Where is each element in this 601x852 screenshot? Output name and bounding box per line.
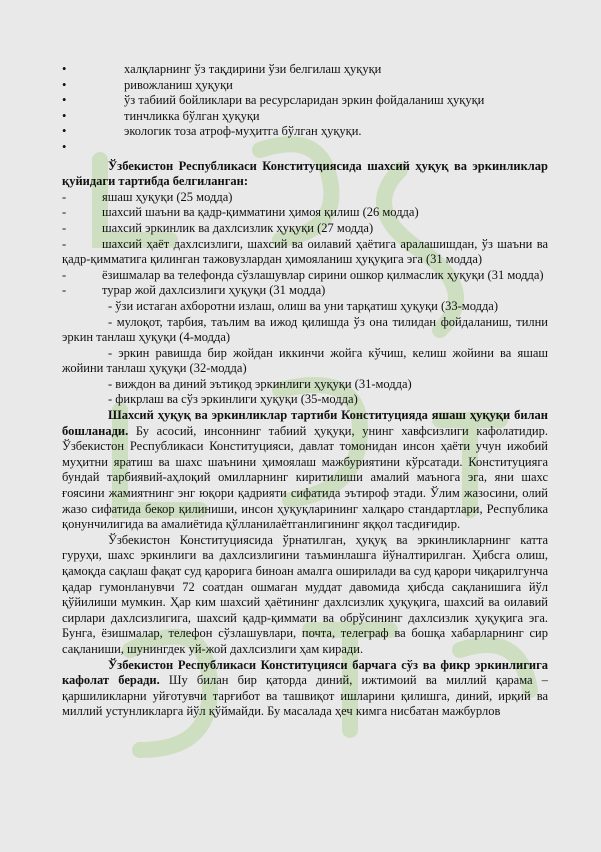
list-item: • халқларнинг ўз тақдирини ўзи белгилаш ҳуқуқи — [62, 62, 382, 76]
paragraph-right-to-life: Шахсий ҳуқуқ ва эркинликлар тартиби Конституцияда яшаш ҳуқуқи билан бошланади. Бу асосий, инсоннинг табиий ҳуқуқи, унинг хавфсизлиги кафолатидир. Ўзбекистон Республикаси Конституцияси, давлат томонидан инсон ҳаёти учун ижобий муҳитни яратиш ва шахс шаънини ҳимоялаш мажбуриятини кўрсатади. Конституцияга бундай тарбиявий-аҳлоқий омилларнинг киритилиши амалий маънога эга, яни шахс ғоясини жамиятнинг энг юқори қадрияти сифатида эътироф этади. Ўлим жазосини, олий жазо сифатида бекор қилиниши, инсон ҳуқуқларининг халқаро стандартлари, Республика қонунчилигида ва амалиётида қўлланилаётганлигининг яққол тасдиғидир. — [62, 408, 548, 532]
bullet-marker: • — [62, 139, 67, 154]
list-item: - яшаш ҳуқуқи (25 модда) — [62, 189, 233, 204]
bullet-marker: • — [62, 108, 67, 123]
section-heading: Ўзбекистон Республикаси Конституциясида шахсий ҳуқуқ ва эркинликлар қуйидаги тартибда белгиланган: — [62, 158, 548, 189]
list-item: - шахсий ҳаёт дахлсизлиги, шахсий ва оилавий ҳаётига аралашишдан, ўз шаъни ва қадр-қимматига қилинган тажовузлардан ҳимояланиш ҳуқуқига эга (31 модда) — [62, 236, 548, 267]
sub-items-list — [62, 299, 548, 408]
list-item: - фикрлаш ва сўз эркинлиги ҳуқуқи (35-модда) — [108, 392, 358, 407]
list-item: - шахсий эркинлик ва дахлсизлик ҳуқуқи (27 модда) — [62, 220, 374, 235]
list-item: - ўзи истаган ахборотни излаш, олиш ва уни тарқатиш ҳуқуқи (33-модда) — [108, 298, 499, 313]
bullet-marker: • — [62, 62, 67, 76]
list-item: - виждон ва диний эътиқод эркинлиги ҳуқуқи (31-модда) — [108, 376, 412, 391]
list-item: - шахсий шаъни ва қадр-қимматини ҳимоя қилиш (26 модда) — [62, 205, 419, 220]
personal-rights-list — [62, 190, 548, 299]
list-item: • экологик тоза атроф-муҳитга бўлган ҳуқуқи. — [62, 124, 362, 139]
bullet-marker: • — [62, 93, 67, 108]
document-content — [62, 62, 548, 720]
list-item: • тинчликка бўлган ҳуқуқи — [62, 108, 260, 123]
list-item — [62, 140, 548, 156]
bullet-marker: • — [62, 124, 67, 139]
list-item: • ўз табиий бойликлари ва ресурсларидан эркин фойдаланиш ҳуқуқи — [62, 93, 485, 108]
paragraph-freedom-of-speech: Ўзбекистон Республикаси Конституцияси барчага сўз ва фикр эркинлигига кафолат беради. Шу билан бир қаторда диний, ижтимоий ва миллий қарама – қаршиликларни уйғотувчи тарғибот ва ташвиқот ишларини қилишга, диний, ирқий ва миллий устунликларга йўл қўймайди. Бу масалада ҳеч кимга нисбатан мажбурлов — [62, 657, 548, 719]
bullet-marker: • — [62, 77, 67, 92]
list-item: - турар жой дахлсизлиги ҳуқуқи (31 модда) — [62, 283, 326, 298]
list-item: - ёзишмалар ва телефонда сўзлашувлар сирини ошкор қилмаслик ҳуқуқи (31 модда) — [62, 267, 544, 282]
list-item: • ривожланиш ҳуқуқи — [62, 77, 233, 92]
paragraph-personal-freedom: Ўзбекистон Конституциясида ўрнатилган, ҳуқуқ ва эркинликларнинг катта гуруҳи, шахс эркинлиги ва дахлсизлигини таъминлашга йўналтирилган. Ҳибсга олиш, қамоқда сақлаш фақат суд қарорига биноан амалга оширилади ва суд қарори чиқарилгунча қадар гумонланувчи 72 соатдан ошмаган муддат давомида ҳибсда сақланишига йўл қўйилиши мумкин. Ҳар ким шахсий ҳаётининг дахлсизлик ҳуқуқига, шахсий ва оилавий сирлари дахлсизлигига, шахсий қадр-қиммати ва обрўсининг дахлсизлик ҳуқуқига эга. Бунга, ёзишмалар, телефон сўзлашувлари, почта, телеграф ва бошқа хабарларнинг сир сақланиши, шунингдек уй-жой дахлсизлиги ҳам киради. — [62, 532, 548, 656]
list-item: - эркин равишда бир жойдан иккинчи жойга кўчиш, келиш жойини ва яшаш жойини танлаш ҳуқуқи (32-модда) — [62, 345, 548, 376]
list-item: - мулоқот, тарбия, таълим ва ижод қилишда ўз она тилидан фойдаланиш, тилни эркин танлаш ҳуқуқи (4-модда) — [62, 314, 548, 345]
rights-bullet-list — [62, 62, 548, 156]
